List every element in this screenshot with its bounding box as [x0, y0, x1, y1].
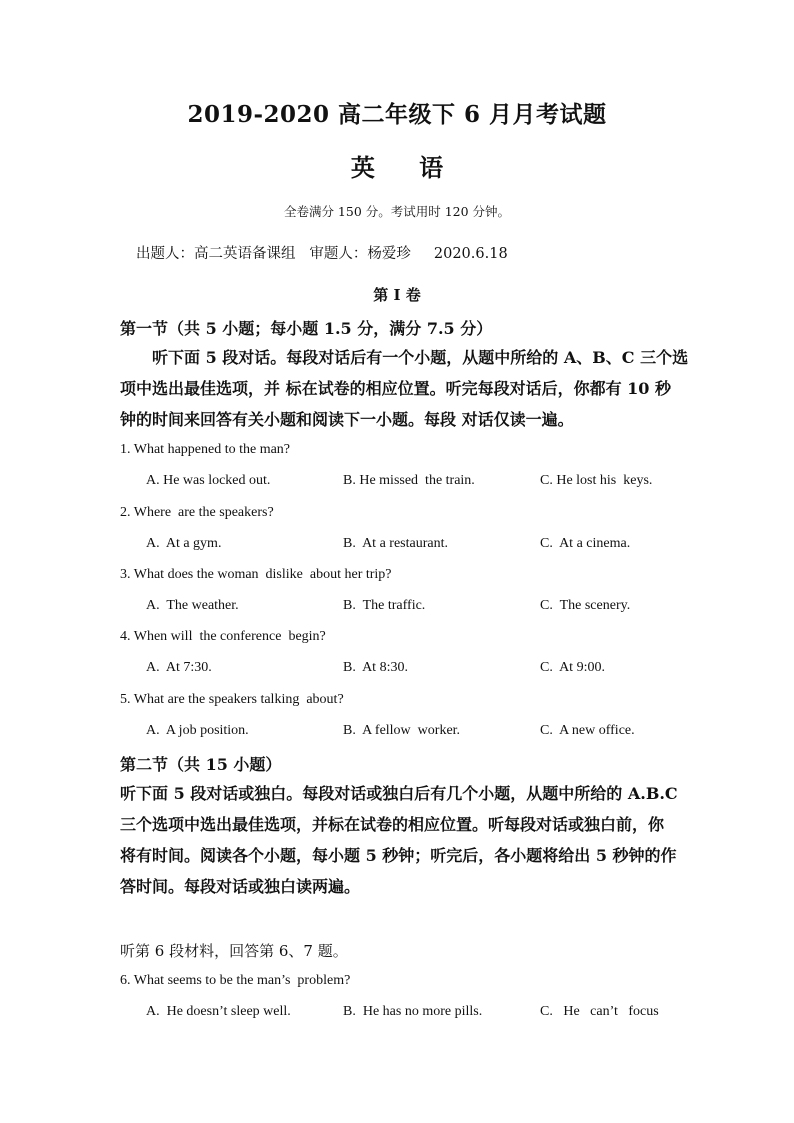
question-6: 6. What seems to be the man’s problem? [120, 973, 351, 988]
option-b: B. At a restaurant. [343, 536, 448, 551]
section1-instructions [120, 342, 689, 435]
question-4: 4. When will the conference begin? [120, 629, 326, 644]
instruction-line: 听下面 5 段对话或独白。每段对话或独白后有几个小题，从题中所给的 A.B.C [120, 784, 678, 803]
listen-instruction: 听第 6 段材料，回答第 6、7 题。 [120, 942, 348, 960]
option-b: B. He missed the train. [343, 473, 475, 488]
instruction-line: 钟的时间来回答有关小题和阅读下一小题。每段 对话仅读一遍。 [120, 410, 574, 429]
option-a: A. At 7:30. [146, 660, 212, 675]
option-b: B. A fellow worker. [343, 723, 461, 738]
instruction-line: 将有时间。阅读各个小题，每小题 5 秒钟；听完后，各小题将给出 5 秒钟的作 [120, 846, 677, 865]
question-5: 5. What are the speakers talking about? [120, 692, 344, 707]
option-a: A. He doesn’t sleep well. [146, 1004, 291, 1019]
option-a: A. He was locked out. [146, 473, 271, 488]
option-c: C. At a cinema. [540, 536, 631, 551]
instruction-line: 答时间。每段对话或独白读两遍。 [120, 877, 361, 896]
instruction-line: 项中选出最佳选项，并 标在试卷的相应位置。听完每段对话后，你都有 10 秒 [120, 379, 671, 398]
subject-title: 英 语 [350, 153, 462, 182]
question-3: 3. What does the woman dislike about her trip? [120, 567, 392, 582]
instruction-line: 三个选项中选出最佳选项，并标在试卷的相应位置。听每段对话或独白前，你 [120, 815, 665, 834]
option-c: C. He can’t focus [540, 1004, 659, 1019]
authors-line: 出题人：高二英语备课组 审题人：杨爱珍 2020.6.18 [136, 246, 508, 262]
option-c: C. He lost his keys. [540, 473, 653, 488]
volume-heading: 第 I 卷 [373, 286, 421, 304]
option-c: C. A new office. [540, 723, 635, 738]
exam-title: 2019-2020 高二年级下 6 月月考试题 [187, 101, 607, 128]
option-a: A. The weather. [146, 598, 239, 613]
exam-note: 全卷满分 150 分。考试用时 120 分钟。 [283, 204, 511, 219]
section2-instructions [120, 778, 676, 902]
instruction-line: 听下面 5 段对话。每段对话后有一个小题，从题中所给的 A、B、C 三个选 [152, 348, 689, 367]
section1-heading: 第一节（共 5 小题；每小题 1.5 分，满分 7.5 分） [120, 319, 493, 338]
option-b: B. At 8:30. [343, 660, 408, 675]
section2-heading: 第二节（共 15 小题） [120, 755, 282, 774]
question-1: 1. What happened to the man? [120, 442, 291, 457]
option-a: A. At a gym. [146, 536, 222, 551]
option-b: B. The traffic. [343, 598, 426, 613]
option-b: B. He has no more pills. [343, 1004, 483, 1019]
option-c: C. The scenery. [540, 598, 631, 613]
option-c: C. At 9:00. [540, 660, 605, 675]
question-2: 2. Where are the speakers? [120, 505, 274, 520]
option-a: A. A job position. [146, 723, 249, 738]
